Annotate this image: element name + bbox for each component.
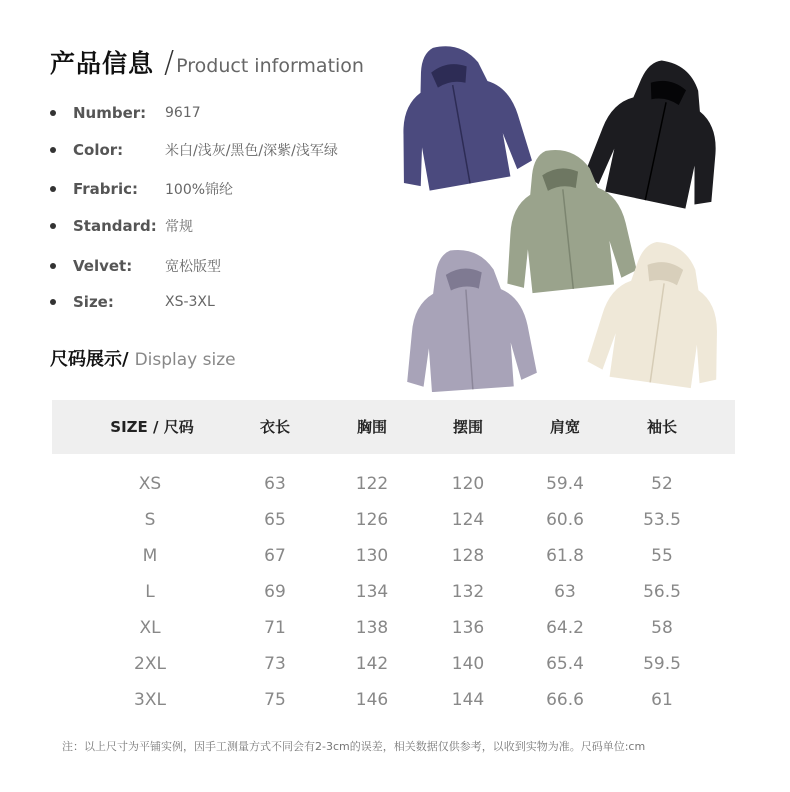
title-cn: 产品信息 [50,49,155,78]
column-header: 袖长 [646,418,678,436]
table-row [0,466,790,502]
column-header: 衣长 [259,418,291,436]
spec-key: Number: [73,104,147,122]
table-cell: 52 [651,474,673,494]
bullet-icon [50,186,56,192]
table-cell: 136 [451,618,485,638]
table-cell: 138 [355,618,389,638]
table-cell: XS [138,474,162,494]
jacket-product-images [385,42,725,392]
product-info-title [50,44,364,80]
table-cell: 59.4 [546,474,584,494]
table-row [0,502,790,538]
spec-value: 100%锦纶 [165,182,234,198]
table-cell: 120 [451,474,485,494]
bullet-icon [50,299,56,305]
column-header: 摆围 [452,418,484,436]
purple-jacket-image [385,42,534,195]
table-cell: 144 [451,690,485,710]
spec-item-standard [50,214,193,238]
title-en: Product information [176,55,364,77]
black-jacket-image [582,50,725,214]
table-cell: 130 [355,546,389,566]
display-size-title [50,345,236,371]
spec-item-number [50,101,201,125]
table-cell: 56.5 [643,582,681,602]
table-row [0,646,790,682]
column-header: 胸围 [356,418,388,436]
column-header: 肩宽 [549,418,581,436]
table-cell: 132 [451,582,485,602]
table-cell: 67 [264,546,286,566]
spec-item-size [50,290,215,314]
table-cell: 75 [264,690,286,710]
table-cell: 65.4 [546,654,584,674]
table-cell: 73 [264,654,286,674]
table-cell: 58 [651,618,673,638]
table-cell: 63 [264,474,286,494]
spec-key: Standard: [73,217,157,235]
bullet-icon [50,263,56,269]
spec-key: Size: [73,293,114,311]
table-cell: 69 [264,582,286,602]
table-cell: 128 [451,546,485,566]
spec-item-fabric [50,177,233,201]
bullet-icon [50,223,56,229]
spec-value: 宽松版型 [165,259,221,275]
measurement-note: 注：以上尺寸为平铺实例，因手工测量方式不同会有2-3cm的误差，相关数据仅供参考，以收到实物为准。尺码单位:cm [62,740,646,753]
table-cell: 134 [355,582,389,602]
table-cell: 122 [355,474,389,494]
table-cell: M [142,546,158,566]
table-cell: 3XL [134,690,166,710]
size-table-header [52,400,735,454]
spec-value: 米白/浅灰/黑色/深紫/浅军绿 [165,143,338,159]
table-cell: 61 [651,690,673,710]
bullet-icon [50,147,56,153]
spec-value: 常规 [165,219,193,235]
table-cell: 61.8 [546,546,584,566]
table-cell: 146 [355,690,389,710]
table-cell: 71 [264,618,286,638]
spec-value: 9617 [165,105,201,121]
table-cell: 65 [264,510,286,530]
title-slash: / [164,45,175,80]
table-cell: XL [139,618,161,638]
display-title-en: Display size [134,350,236,370]
table-cell: 124 [451,510,485,530]
table-row [0,538,790,574]
spec-key: Frabric: [73,180,138,198]
spec-value: XS-3XL [165,294,215,310]
table-cell: 66.6 [546,690,584,710]
spec-key: Color: [73,141,124,159]
spec-item-velvet [50,254,221,278]
table-row [0,682,790,718]
column-header: SIZE / 尺码 [110,418,194,436]
table-cell: 55 [651,546,673,566]
table-cell: 126 [355,510,389,530]
table-cell: 140 [451,654,485,674]
display-title-cn: 尺码展示/ [50,349,129,370]
table-cell: 2XL [134,654,166,674]
spec-key: Velvet: [73,257,133,275]
table-cell: 53.5 [643,510,681,530]
table-row [0,610,790,646]
table-cell: 60.6 [546,510,584,530]
table-cell: 59.5 [643,654,681,674]
black-jacket-body [582,50,725,214]
spec-item-color [50,138,338,162]
table-row [0,574,790,610]
table-cell: 63 [554,582,576,602]
bullet-icon [50,110,56,116]
table-cell: 64.2 [546,618,584,638]
table-cell: S [144,510,156,530]
table-cell: 142 [355,654,389,674]
table-cell: L [145,582,155,602]
